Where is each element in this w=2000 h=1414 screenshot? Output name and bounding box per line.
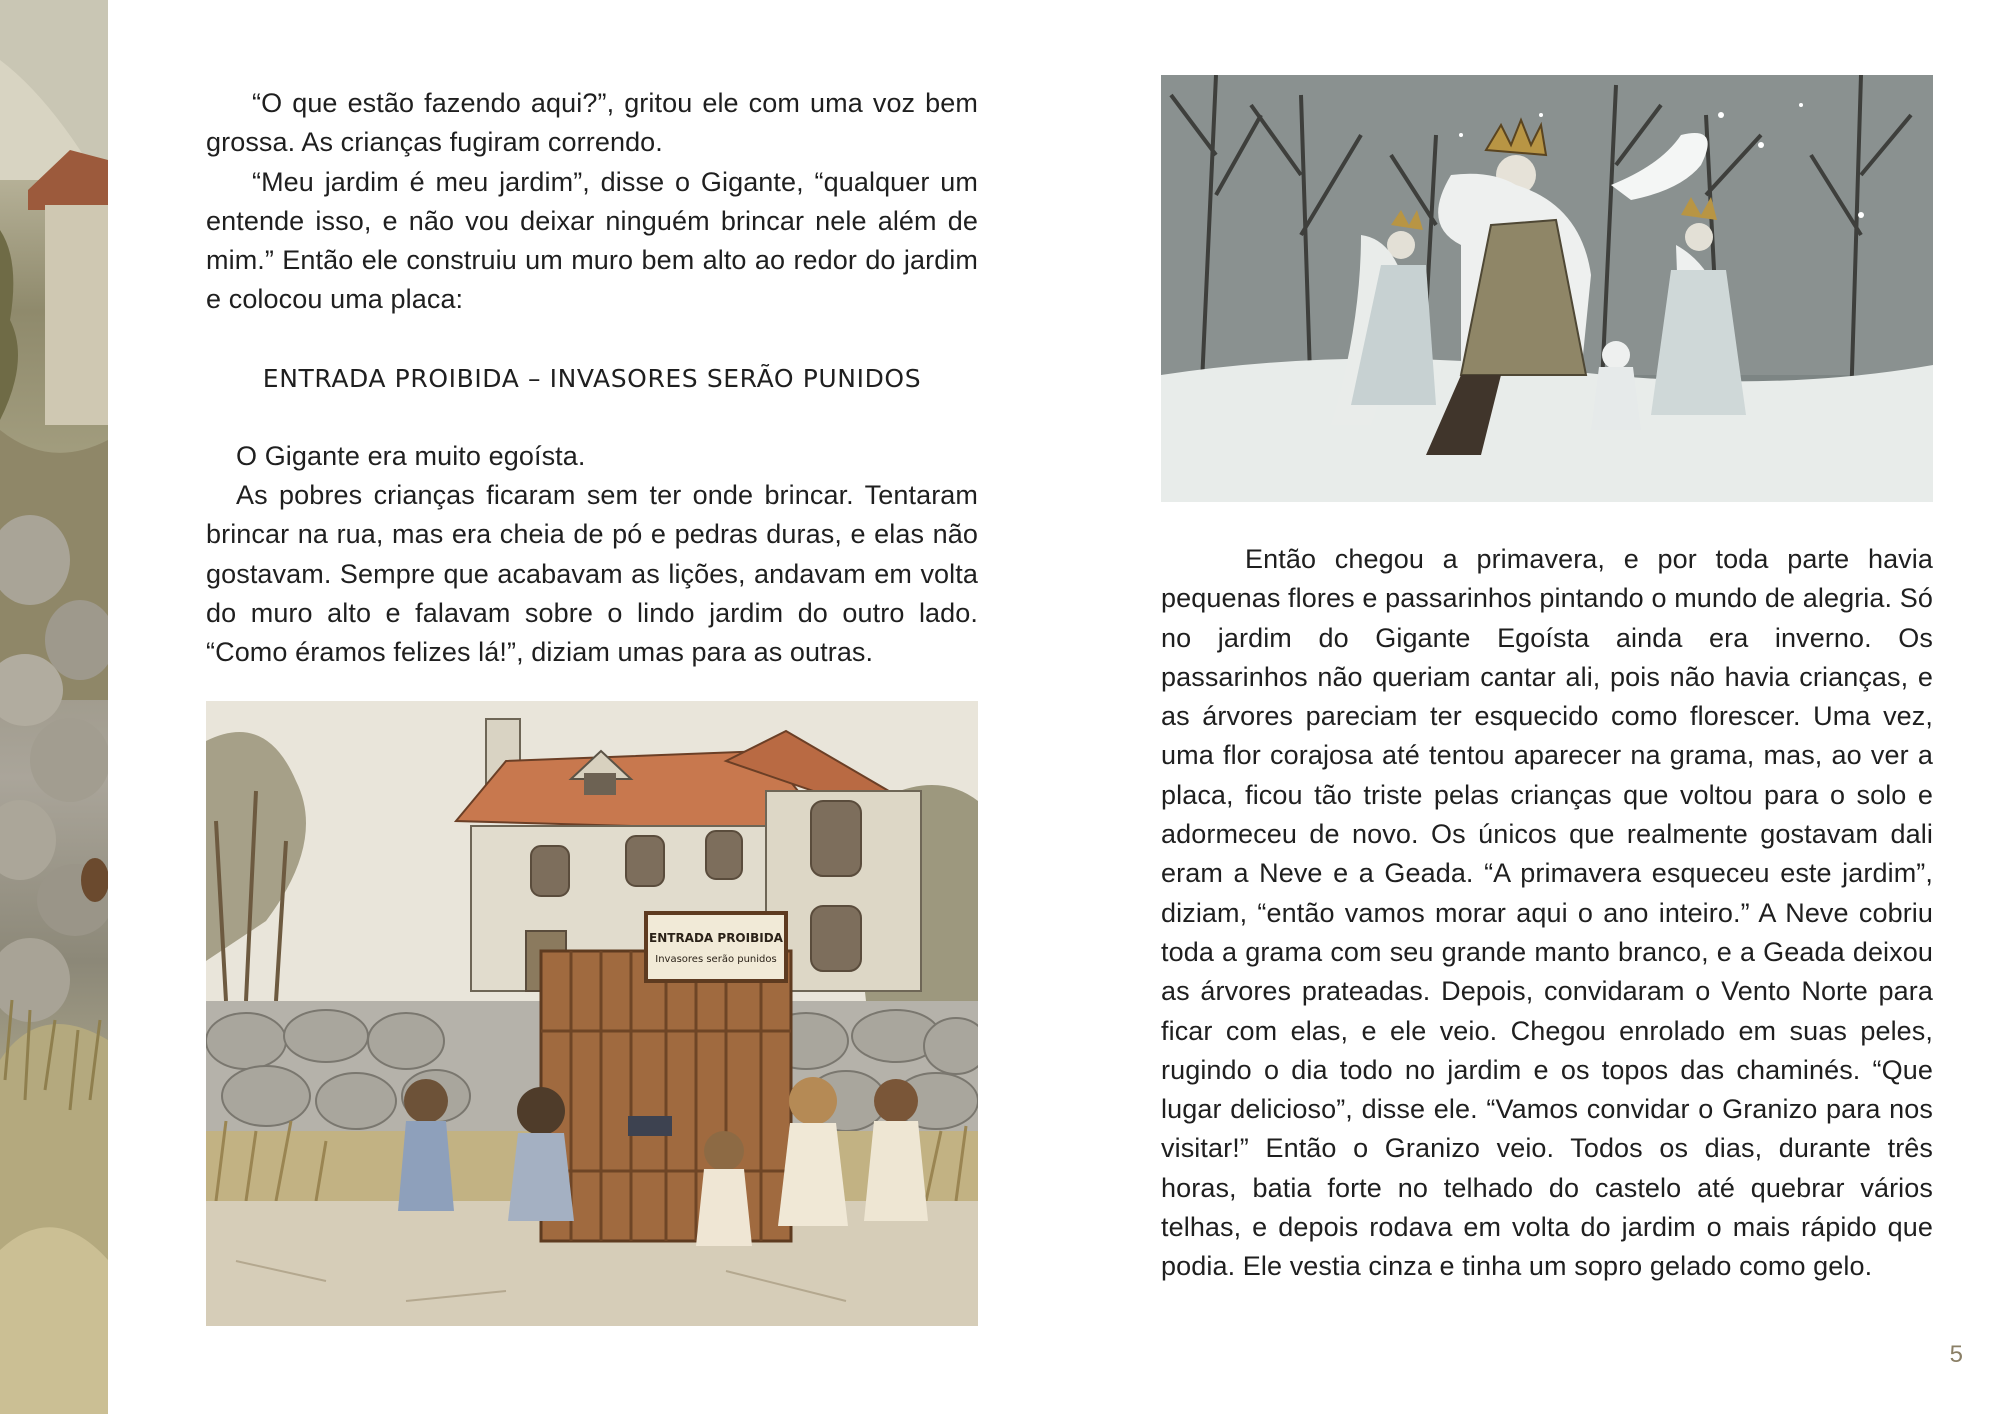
- winter-figures-illustration: [1161, 75, 1933, 502]
- sign-text-line: ENTRADA PROIBIDA – INVASORES SERÃO PUNIDOS: [262, 363, 922, 393]
- paragraph: “O que estão fazendo aqui?”, gritou ele com uma voz bem grossa. As crianças fugiram correndo.: [206, 88, 978, 158]
- edge-illustration-art: [0, 0, 108, 1414]
- edge-illustration-strip: [0, 0, 108, 1414]
- left-text-column: [206, 84, 978, 673]
- winter-figures-art: [1161, 75, 1933, 502]
- paragraph: As pobres crianças ficaram sem ter onde brincar. Tentaram brincar na rua, mas era cheia de pó e pedras duras, e elas não gostavam. Sempre que acabavam as lições, andavam em volta do muro alto e falavam sobre o lindo jardim do outro lado. “Como éramos felizes lá!”, diziam umas para as outras.: [206, 480, 978, 668]
- right-text-column: [1161, 540, 1933, 1287]
- sign-subtitle: Invasores serão punidos: [655, 954, 777, 965]
- paragraph: “Meu jardim é meu jardim”, disse o Gigante, “qualquer um entende isso, e não vou deixar ninguém brincar nele além de mim.” Então ele construiu um muro bem alto ao redor do jardim e colocou uma placa:: [206, 166, 978, 315]
- paragraph: Então chegou a primavera, e por toda parte havia pequenas flores e passarinhos pintando o mundo de alegria. Só no jardim do Gigante Egoísta ainda era inverno. Os passarinhos não queriam cantar ali, pois não havia crianças, e as árvores pareciam ter esquecido como florescer. Uma vez, uma flor corajosa até tentou aparecer na grama, mas, ao ver a placa, ficou tão triste pelas crianças que voltou para o solo e adormeceu de novo. Os únicos que realmente gostavam dali eram a Neve e a Geada. “A primavera esqueceu este jardim”, diziam, “então vamos morar aqui o ano inteiro.” A Neve cobriu toda a grama com seu grande manto branco, e a Geada deixou as árvores prateadas. Depois, convidaram o Vento Norte para ficar com elas, e ele veio. Chegou enrolado em suas peles, rugindo o dia todo no jardim e os topos das chaminés. “Que lugar delicioso”, disse ele. “Vamos convidar o Granizo para nos visitar!” Então o Granizo veio. Todos os dias, durante três horas, batia forte no telhado do castelo até quebrar vários telhas, e depois rodava em volta do jardim o mais rápido que podia. Ele vestia cinza e tinha um sopro gelado como gelo.: [1161, 544, 1933, 1282]
- paragraph: O Gigante era muito egoísta.: [236, 440, 586, 471]
- house-gate-art: [206, 701, 978, 1326]
- sign-title: ENTRADA PROIBIDA: [649, 931, 783, 945]
- house-gate-illustration: [206, 701, 978, 1326]
- page-number: 5: [1949, 1341, 1963, 1368]
